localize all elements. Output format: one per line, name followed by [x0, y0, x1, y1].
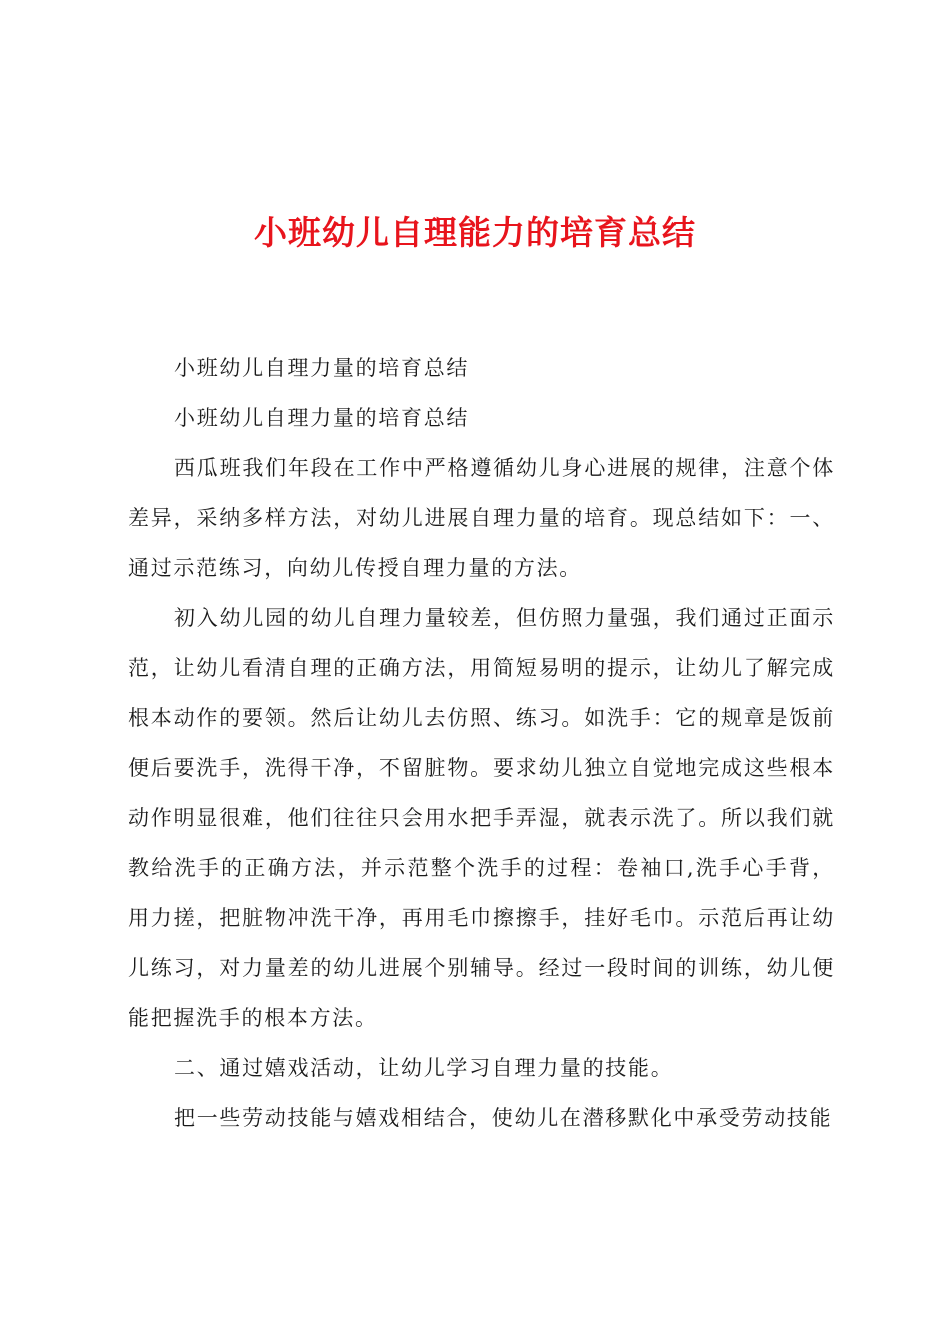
- paragraph-intro: 西瓜班我们年段在工作中严格遵循幼儿身心进展的规律，注意个体差异，采纳多样方法，对幼儿进展自理力量的培育。现总结如下：一、通过示范练习，向幼儿传授自理力量的方法。: [128, 456, 835, 580]
- paragraph-subtitle-2: 小班幼儿自理力量的培育总结: [174, 406, 470, 430]
- document-body: [128, 343, 835, 1143]
- paragraph-demonstration: 初入幼儿园的幼儿自理力量较差，但仿照力量强，我们通过正面示范，让幼儿看清自理的正确方法，用简短易明的提示，让幼儿了解完成根本动作的要领。然后让幼儿去仿照、练习。如洗手：它的规章是饭前便后要洗手，洗得干净，不留脏物。要求幼儿独立自觉地完成这些根本动作明显很难，他们往往只会用水把手弄湿，就表示洗了。所以我们就教给洗手的正确方法，并示范整个洗手的过程：卷袖口,洗手心手背，用力搓，把脏物冲洗干净，再用毛巾擦擦手，挂好毛巾。示范后再让幼儿练习，对力量差的幼儿进展个别辅导。经过一段时间的训练，幼儿便能把握洗手的根本方法。: [128, 606, 835, 1030]
- paragraph-section-two-heading: 二、通过嬉戏活动，让幼儿学习自理力量的技能。: [174, 1056, 674, 1080]
- paragraph-games: 把一些劳动技能与嬉戏相结合，使幼儿在潜移默化中承受劳动技能: [174, 1106, 833, 1130]
- paragraph-subtitle-1: 小班幼儿自理力量的培育总结: [174, 356, 470, 380]
- document-title: 小班幼儿自理能力的培育总结: [254, 213, 696, 252]
